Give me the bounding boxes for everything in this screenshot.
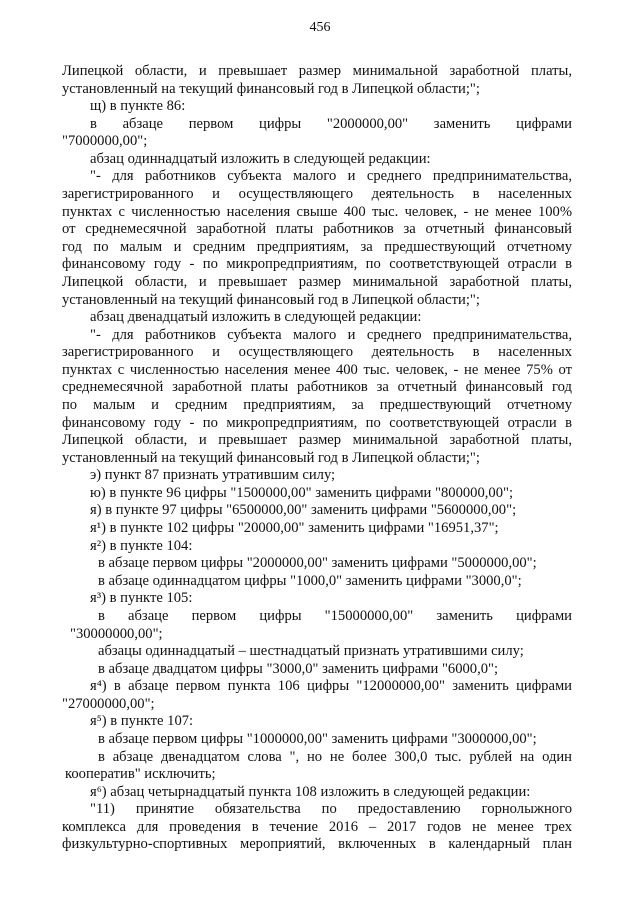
text-line: в абзаце двенадцатом слова ", но не более 300,0 тыс. рублей на один [98,748,572,765]
text-line: пунктах с численностью населения свыше 400 тыс. человек, - не менее 100% [62,203,572,220]
text-line: установленный на текущий финансовый год в Липецкой области;"; [62,291,480,308]
text-line: установленный на текущий финансовый год в Липецкой области;"; [62,449,480,466]
text-line: в абзаце первом цифры "2000000,00" заменить цифрами "5000000,00"; [98,555,537,572]
text-line: "27000000,00"; [62,695,155,712]
text-line: "- для работников субъекта малого и среднего предпринимательства, [90,326,572,343]
text-line: пунктах с численностью населения менее 400 тыс. человек, - не менее 75% от [62,361,572,378]
text-line: абзац одиннадцатый изложить в следующей редакции: [90,150,431,167]
text-line: в абзаце одиннадцатом цифры "1000,0" заменить цифрами "3000,0"; [98,572,522,589]
text-line: "7000000,00"; [62,133,148,150]
text-line: физкультурно-спортивных мероприятий, включенных в календарный план [62,836,572,853]
text-line: в абзаце первом цифры "15000000,00" заменить цифрами [98,607,572,624]
text-line: в абзаце первом цифры "1000000,00" заменить цифрами "3000000,00"; [98,730,537,747]
text-line: год по малым и средним предприятиям, за предшествующий отчетному [62,238,572,255]
text-line: "11) принятие обязательства по предоставлению горнолыжного [90,801,572,818]
text-line: я) в пункте 97 цифры "6500000,00" заменить цифрами "5600000,00"; [90,502,517,519]
text-line: Липецкой области, и превышает размер минимальной заработной платы, [62,63,572,79]
text-line: по малым и средним предприятиям, за предшествующий отчетному [62,396,572,413]
text-line: я³) в пункте 105: [90,590,193,607]
text-line: кооператив" исключить; [65,766,216,783]
text-line: "- для работников субъекта малого и среднего предпринимательства, [90,168,572,185]
text-line: Липецкой области, и превышает размер минимальной заработной платы, [62,273,572,290]
text-line: э) пункт 87 признать утратившим силу; [90,467,336,484]
page-number: 456 [309,20,331,35]
text-line: финансовому году - по микропредприятиям, по соответствующей отрасли в [62,256,572,273]
text-line: я⁵) в пункте 107: [90,713,194,730]
text-line: щ) в пункте 86: [90,98,186,115]
text-line: я⁶) абзац четырнадцатый пункта 108 изложить в следующей редакции: [90,783,531,800]
text-line: абзацы одиннадцатый – шестнадцатый признать утратившими силу; [98,643,524,660]
text-line: зарегистрированного и осуществляющего деятельность в населенных [62,186,572,203]
text-line: в абзаце двадцатом цифры "3000,0" заменить цифрами "6000,0"; [98,660,499,677]
text-line: Липецкой области, и превышает размер минимальной заработной платы, [62,432,572,449]
text-line: среднемесячной заработной платы работников за отчетный финансовый год [62,379,572,396]
document-body [62,63,572,854]
text-line: комплекса для проведения в течение 2016 – 2017 годов не менее трех [62,818,572,835]
text-line: "30000000,00"; [70,625,163,642]
text-line: финансовому году - по микропредприятиям, по соответствующей отрасли в [62,414,572,431]
text-line: от среднемесячной заработной платы работников за отчетный финансовый [62,221,572,238]
text-line: ю) в пункте 96 цифры "1500000,00" заменить цифрами "800000,00"; [90,484,514,501]
text-line: я⁴) в абзаце первом пункта 106 цифры "12000000,00" заменить цифрами [90,678,572,695]
text-line: я¹) в пункте 102 цифры "20000,00" заменить цифрами "16951,37"; [90,520,499,537]
text-line: зарегистрированного и осуществляющего деятельность в населенных [62,344,572,361]
text-line: абзац двенадцатый изложить в следующей редакции: [90,309,422,326]
text-line: установленный на текущий финансовый год в Липецкой области;"; [62,80,480,97]
text-line: в абзаце первом цифры "2000000,00" заменить цифрами [90,115,572,132]
text-line: я²) в пункте 104: [90,537,193,554]
